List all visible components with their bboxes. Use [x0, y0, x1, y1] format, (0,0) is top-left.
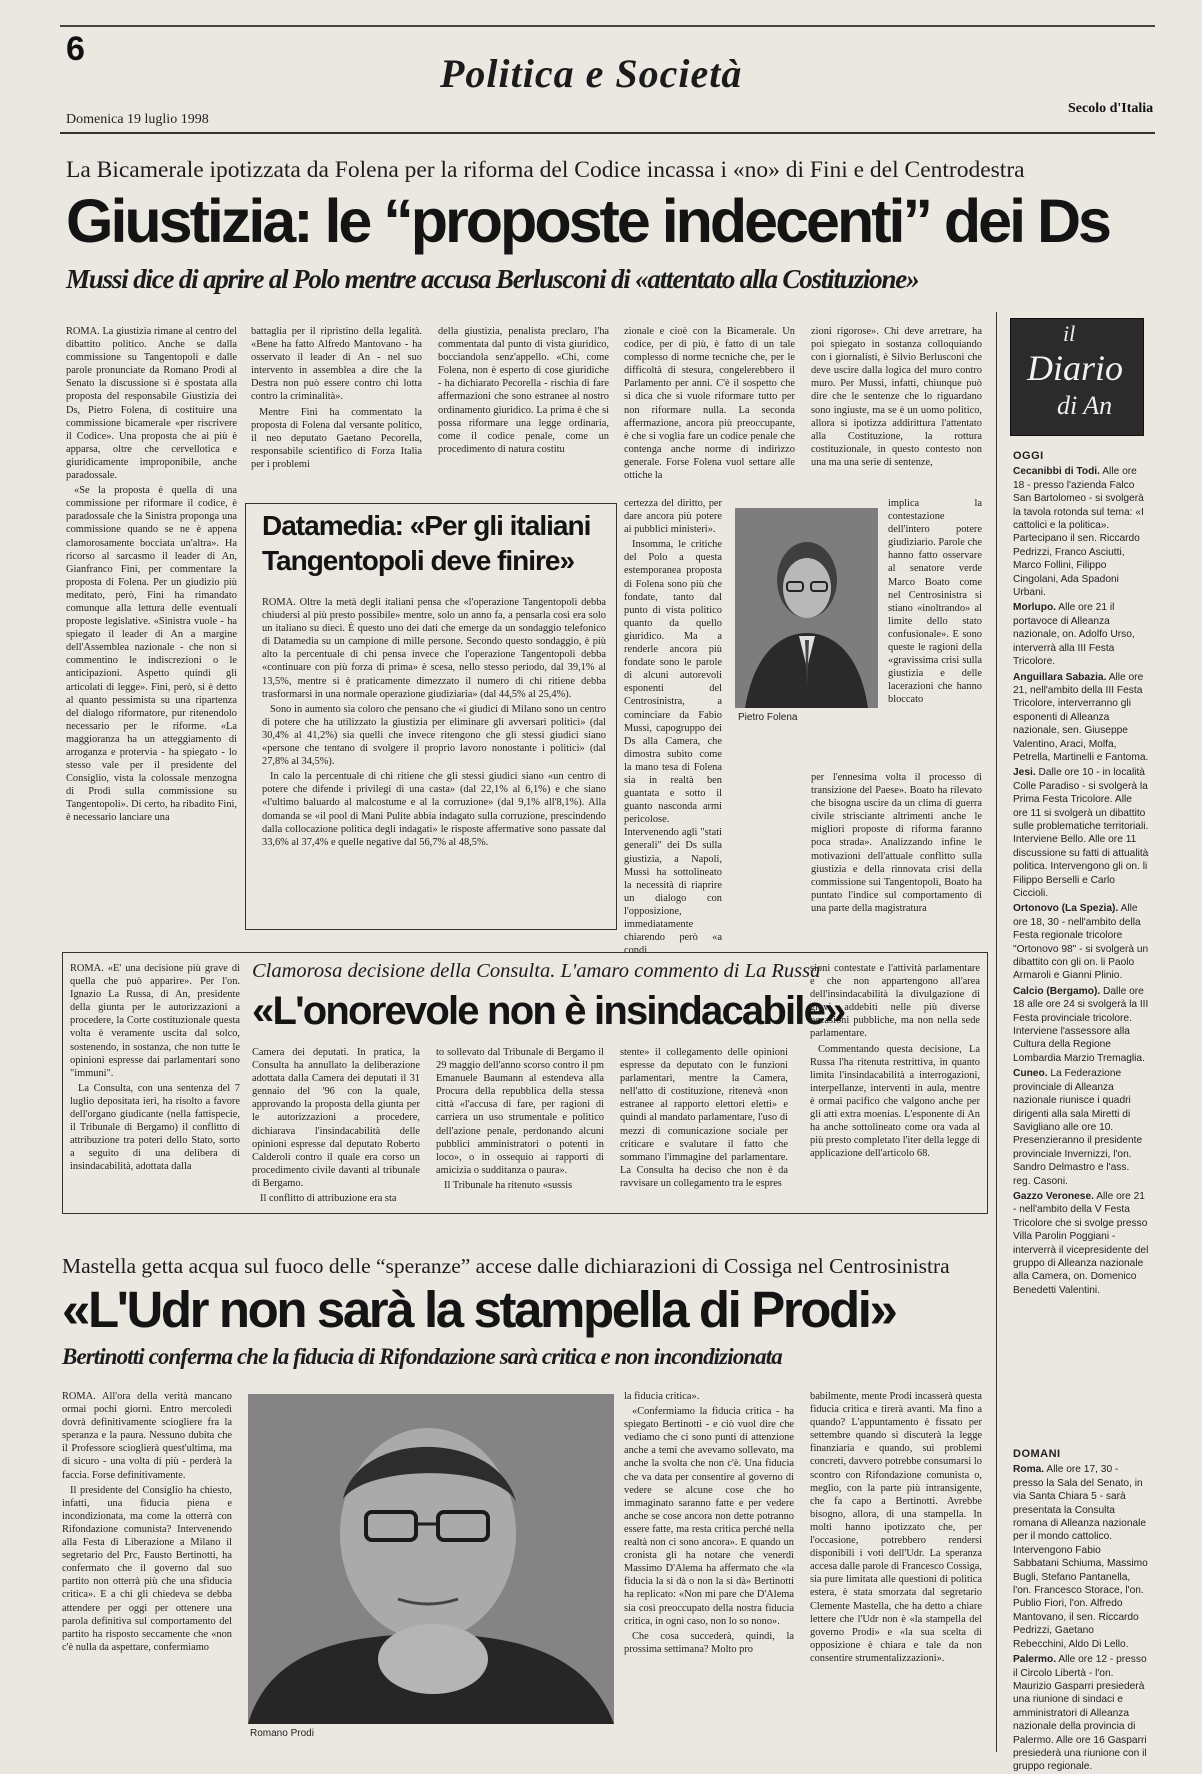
story1-col5-p2: implica la contestazione dell'intero potere giudiziario. Parole che hanno fatto osservare al senatore verde Marco Boato come nel Centrosinistra si stiano «inoltrando» al limite dello stato confusionale». E sono queste le ragioni della «gravissima crisi sulla giustizia e delle lacerazioni che hanno bloccato	[888, 498, 982, 706]
portrait-folena-image	[735, 508, 878, 708]
story3-col4	[620, 1046, 788, 1206]
diary-domani-place: Roma.	[1013, 1464, 1045, 1476]
diary-oggi-item	[1013, 671, 1149, 765]
story4-col1-p2: Il presidente del Consiglio ha chiesto, infatti, una fiducia piena e incondizionata, ma come la otterrà con Rifondazione comunista? Intervenendo alla Festa di Liberazione a Milano il segretario del Prc, Fausto Bertinotti, ha confermato che il governo dal suo partito non otterrà più che una sfiducia critica». E a chi gli chiedeva se debba attendere per oggi per ottenere una parola definitiva sul comportamento del partito ha risposto seccamente che «non c'è nulla da aspettare, confermiamo	[62, 1484, 232, 1653]
diary-oggi-place: Cecanibbi di Todi.	[1013, 466, 1100, 478]
diary-oggi-place: Morlupo.	[1013, 602, 1057, 614]
photo-pietro-folena	[735, 508, 878, 708]
diary-oggi-item	[1013, 902, 1149, 982]
newspaper-name: Secolo d'Italia	[1068, 101, 1154, 116]
diary-domani-heading: DOMANI	[1013, 1448, 1061, 1460]
diary-oggi	[1013, 446, 1149, 1441]
story4-col2	[624, 1390, 794, 1750]
masthead-date: Domenica 19 luglio 1998	[66, 112, 209, 127]
story3-col2-p2: Il conflitto di attribuzione era sta	[260, 1193, 397, 1205]
story1-col2-p1: battaglia per il ripristino della legalità. «Bene ha fatto Alfredo Mantovano - ha osservato il leader di An - nel suo intervento in assemblea a dire che la Destra non può essere contro chi lotta contro la criminalità».	[251, 326, 422, 403]
story2-p3: In calo la percentuale di chi ritiene che gli stessi giudici siano «un centro di potere che difende i privilegi di una casta» (dal 22,1% al 6,1%) e che siano «l'ultimo baluardo al malcostume e al la corruzione» (dal 9,1% all'8,1%). Alla domanda se «il pool di Mani Pulite abbia indagato sulla corruzione, prescindendo dalla collocazione politica degli indagati» le risposte affermative sono passate dal 33,6% al 37,4% e quelle negative dal 56,7% al 48,5%.	[262, 771, 606, 848]
page-number: 6	[66, 30, 85, 68]
diary-oggi-item	[1013, 1190, 1149, 1297]
story4-col1-p1: ROMA. All'ora della verità mancano ormai pochi giorni. Entro mercoledì dovrà definitivamente sciogliere fra la speranza e la paura. Nessuno dubita che il Professore scioglierà quest'ultima, ma di sicuro - una volta di più - perderà la faccia. Forse definitivamente.	[62, 1391, 232, 1481]
diary-oggi-place: Anguillara Sabazia.	[1013, 671, 1107, 683]
story1-col5b	[888, 497, 982, 769]
diary-oggi-text: Alle ore 21, nell'ambito della III Festa Tricolore, interverranno gli esponenti di Alleanza nazionale, sen. Giuseppe Valentino, Araci, Molfa, Petrella, Martinelli e Fantoma.	[1013, 671, 1149, 763]
story3-col3-p1: to sollevato dal Tribunale di Bergamo il 29 maggio dell'anno scorso contro il pm Emanuele Baumann al estendeva alla Procura della repubblica della stessa città «l'accusa di fare, per ragioni di carriera un uso strumentale e politico dell'azione penale, perdonando alcuni pubblici amministratori o potenti in loco», o in ossequio ai rapporti di amicizia o sudditanza o paura».	[436, 1047, 604, 1176]
story1-col4b	[624, 497, 722, 957]
story2-p2: Sono in aumento sia coloro che pensano che «i giudici di Milano sono un centro di potere che ha utilizzato la giustizia per eliminare gli avversari politici» (dal 30,4% al 41,2%) sia quelli che invece ritengono che gli stessi giudici siano «persone che tentano di svolgere il proprio lavoro nonostante i politici» (dal 27,8% al 34,5%).	[262, 703, 606, 768]
story1-headline: Giustizia: le “proposte indecenti” dei Ds	[66, 187, 1109, 255]
diary-domani-text: Alle ore 17, 30 - presso la Sala del Senato, in via Santa Chiara 5 - sarà presentata la Consulta romana di Alleanza nazionale per il mondo cattolico. Intervengono Fabio Sabbatani Schiuma, Massimo Bugli, Stefano Pantanella, l'on. Francesco Storace, l'on. Publio Fiori, l'on. Alfredo Mantovano, il sen. Riccardo Pedrizzi, Gaetano Rebecchini, Aldo Di Lello.	[1013, 1464, 1148, 1650]
story4-subhead: Bertinotti conferma che la fiducia di Rifondazione sarà critica e non incondizionata	[62, 1344, 782, 1369]
story4-col3	[810, 1390, 982, 1750]
story4-col2-p3: Che cosa succederà, quindi, la prossima settimana? Molto pro	[624, 1630, 794, 1655]
story2-headline-line1: Datamedia: «Per gli italiani	[262, 510, 591, 541]
diary-domani-place: Palermo.	[1013, 1654, 1057, 1666]
diary-oggi-item	[1013, 985, 1149, 1065]
diary-oggi-heading: OGGI	[1013, 450, 1044, 462]
diary-domani-item	[1013, 1463, 1149, 1651]
diary-oggi-text: La Federazione provinciale di Alleanza nazionale riunisce i quadri dirigenti alla sala Miretti di Savigliano alle ore 10. Presenzieranno il presidente provinciale Invernizzi, l'on. Sandro Delmastro e l'ass. reg. Casoni.	[1013, 1068, 1143, 1187]
story1-col1-p2: «Se la proposta è quella di una commissione per riformare il codice, è paradossale che la Sinistra proponga una commissione quando se ne è appena clamorosamente bocciata un'altra». Ha ricorso al sarcasmo il leader di An, Gianfranco Fini, per commentare la proposta di Folena. Per un giudizio più meditato, però, Fini ha rimandato comunque alla lettura delle eventuali proposte legislative. «Sinistra vuole - ha spiegato il leader di An a margine dell'Assemblea nazionale - che non si commentino le indiscrezioni o le anticipazioni. Aspetto quindi gli articolati di legge». Fini, però, si è detto al quanto pessimista su una ripartenza del dialogo riformatore, pur ritenendolo necessario per le riforme. «La maggioranza ha un atteggiamento di arroganza e protervia - ha spiegato - lo stesso vale per il presidente del Consiglio, vista la colossale menzogna di Prodi sulla commissione su Tangentopoli». Di certo, ha ribadito Fini, è necessario lanciare una	[66, 485, 237, 824]
story1-col1	[66, 325, 237, 933]
story3-col5-p1: sioni contestate e l'attività parlamentare e che non appartengono all'area dell'insindacabilità la divulgazione di gravi addebiti nelle più diverse occasioni pubbliche, ma non nella sede parlamentare.	[810, 963, 980, 1040]
diary-separator	[996, 312, 997, 1752]
diary-oggi-item	[1013, 601, 1149, 668]
section-title: Politica e Società	[440, 51, 743, 96]
diary-oggi-text: Alle ore 21 - nell'ambito della V Festa Tricolore che si svolge presso Villa Parolin Poggiani - interverrà il vicepresidente del gruppo di Alleanza nazionale alla Camera, on. Domenico Benedetti Valentini.	[1013, 1190, 1149, 1296]
story4-col1	[62, 1390, 232, 1750]
story1-col4-p2: certezza del diritto, per dare ancora più potere ai pubblici ministeri».	[624, 498, 722, 536]
diary-oggi-item	[1013, 465, 1149, 599]
story1-col4a	[624, 325, 795, 495]
story1-col5c	[811, 771, 982, 933]
diary-oggi-place: Jesi.	[1013, 767, 1036, 779]
diary-logo-box	[1010, 318, 1144, 436]
masthead-rule-top	[60, 25, 1155, 27]
diary-oggi-place: Ortonovo (La Spezia).	[1013, 903, 1119, 915]
story1-subhead: Mussi dice di aprire al Polo mentre accusa Berlusconi di «attentato alla Costituzione»	[66, 264, 919, 294]
story1-col2	[251, 325, 422, 495]
story1-col3-p1: della giustizia, penalista preclaro, l'ha commentata dal punto di vista giuridico, bocciandola senz'appello. «Chi, come Folena, non è esperto di cose giuridiche - ha dichiarato Pecorella - rischia di fare affermazioni che sono estranee al nostro ordinamento giuridico. La prima è che si possa riformare una legge ordinaria, come il codice penale, come un procedimento di natura costitu	[438, 326, 609, 455]
diary-oggi-text: Alle ore 18 - presso l'azienda Falco San Bartolomeo - si svolgerà la tavola rotonda sul tema: «I cattolici e la politica». Partecipano il sen. Riccardo Pedrizzi, Franco Asciutti, Marco Follini, Filippo Cingolani, Ada Spadoni Urbani.	[1013, 466, 1144, 599]
story3-col5-p2: Commentando questa decisione, La Russa l'ha ritenuta restrittiva, in quanto limita l'insindacabilità a interrogazioni, interpellanze, interventi in aula, mentre è ormai pacifico che valgono anche per gli atti extra moenias. L'esponente di An ha anche sottolineato come ora vada al più presto completato l'iter della legge di applicazione dell'articolo 68.	[810, 1043, 980, 1160]
diary-title-main: Diario	[1027, 348, 1124, 388]
diary-oggi-place: Calcio (Bergamo).	[1013, 985, 1101, 997]
diary-domani	[1013, 1444, 1149, 1773]
diary-oggi-item	[1013, 1067, 1149, 1188]
story2-body	[262, 596, 606, 922]
story4-col2-p2: «Confermiamo la fiducia critica - ha spiegato Bertinotti - e ciò vuol dire che vediamo che ci sono punti di attenzione anche a temi che avevamo sollevato, ma anche la svolta che non c'è. Una fiducia che va data per consentire al governo di vedere se alcune cose che ho immaginato saranno fatte e per vedere anche se cose ancora non dette potranno essere fatte, ma resta critica perché nella realtà non ci sono ancora». E quando un cronista gli ha notare che venerdì Massimo D'Alema ha affermato che «la fiducia la si dà o non la si dà» Bertinotti ha replicato: «Non mi pare che D'Alema sia così preoccupato della nostra fiducia critica, in ogni caso, non lo so nono».	[624, 1406, 794, 1627]
diary-oggi-item	[1013, 766, 1149, 900]
story3-col4-p1: stente» il collegamento delle opinioni espresse da deputato con le funzioni parlamentari, mentre la Camera, nell'atto di costituzione, ritenevà «non estranee al rapporto elettori eletti» e quindi al mandato parlamentare, l'uso di mezzi di comunicazione sociale per criticare e svalutare il fatto che sommano l'immagine del parlamentare. La Consulta ha deciso che non è da ravvisare un collegamento tra le espres	[620, 1047, 788, 1189]
story1-col5-p3: per l'ennesima volta il processo di transizione del Paese». Boato ha rilevato che bisogna uscire da un clima di guerra civile strisciante altrimenti anche le migliori proposte di riforma faranno poca strada». Analizzando infine le motivazioni dell'attuale conflitto sulla giustizia e della rinnovata crisi della commissione sui Tangentopoli, Boato ha puntato l'indice sul comportamento di una parte della magistratura	[811, 772, 982, 914]
diary-oggi-place: Cuneo.	[1013, 1068, 1048, 1080]
story4-headline: «L'Udr non sarà la stampella di Prodi»	[62, 1281, 896, 1338]
story3-col1-p1: ROMA. «E' una decisione più grave di quella che può apparire». Per l'on. Ignazio La Russa, di An, presidente della giunta per le autorizzazioni a procedere, la Corte costituzionale questa volta è veramente uscita dal solco, sostenendo, in sostanza, che non tutte le opinioni espresse dai parlamentari sono "immuni".	[70, 963, 240, 1079]
story1-col5-p1: zioni rigorose». Chi deve arretrare, ha poi spiegato in sostanza colloquiando con i giornalisti, è Silvio Berlusconi che deve uscire dalla logica del muro contro muro. Per Mussi, infatti, chiunque può dire che le sentenze che lo riguardano sono ingiuste, ma se è un uomo politico, allora si ipotizza addirittura l'attentato alla Costituzione, la rottura costituzionale, in questo contesto non una ma una serie di sentenze,	[811, 326, 982, 468]
diary-oggi-text: Alle ore 18, 30 - nell'ambito della Festa regionale tricolore "Ortonovo 98" - si svolgerà un dibattito con gli on. li Paolo Armaroli e Gianni Plinio.	[1013, 903, 1149, 982]
masthead-rule	[60, 132, 1155, 134]
story3-col5	[810, 962, 980, 1206]
story3-kicker: Clamorosa decisione della Consulta. L'amaro commento di La Russa	[252, 960, 821, 982]
caption-pietro-folena: Pietro Folena	[738, 712, 798, 723]
story4-col2-p1: la fiducia critica».	[624, 1391, 700, 1402]
story3-col3	[436, 1046, 604, 1206]
story4-col3-p1: babilmente, mente Prodi incasserà questa fiducia critica e tirerà avanti. Ma fino a quando? L'appuntamento è fissato per settembre quando si discuterà la legge finanziaria e quando, sui problemi concreti, davvero potrebbe consumarsi lo scontro con Rifondazione comunista o, meglio, con la parte più intransigente, che fa capo a Bertinotti. Avrebbe bisogno, allora, di una stampella. In molti hanno ipotizzato che, per l'occasione, potrebbero rendersi disponibili i voti dell'Udr. La speranza accesa dalle parole di Francesco Cossiga, sia pure limitata alle questioni di politica estera, è stata smorzata dal segretario Clemente Mastella, che ha detto a chiare lettere che l'Udr non è «la stampella del governo Prodi» e «la sua scelta di opposizione è chiara e tale da non consentire strumentalizzazioni».	[810, 1391, 982, 1664]
story1-kicker: La Bicamerale ipotizzata da Folena per la riforma del Codice incassa i «no» di Fini e del Centrodestra	[66, 157, 1025, 183]
story4-kicker: Mastella getta acqua sul fuoco delle “speranze” accese dalle dichiarazioni di Cossiga nel Centrosinistra	[62, 1254, 950, 1278]
story1-col2-p2: Mentre Fini ha commentato la proposta di Folena dal versante politico, il neo deputato Gaetano Pecorella, responsabile scientifico di Forza Italia per i problemi	[251, 406, 422, 470]
diary-domani-text: Alle ore 12 - presso il Circolo Libertà - l'on. Maurizio Gasparri presiederà una riunione di sindaci e amministratori di Alleanza nazionale della provincia di Palermo. Alle ore 16 Gasparri presiederà una riunione con il gruppo regionale.	[1013, 1654, 1147, 1773]
story2-headline-line2: Tangentopoli deve finire»	[262, 545, 575, 576]
story1-col4-p1: zionale e cioè con la Bicamerale. Un codice, per di più, è fatto di un tale complesso di norme tecniche che, per le difficoltà di stesura, congelerebbero il Parlamento per anni. C'è il sospetto che si dica che si vuole riformare tutto per non riformare nulla. La seconda affermazione, ancora più preoccupante, è che si voglia fare un codice penale che contenga anche norme di indirizzo generale. Forse Folena vuol settare alle ottiche la	[624, 326, 795, 482]
story1-col3	[438, 325, 609, 495]
story3-col2	[252, 1046, 420, 1206]
caption-romano-prodi: Romano Prodi	[250, 1728, 314, 1739]
story3-col1-p2: La Consulta, con una sentenza del 7 luglio depositata ieri, ha risolto a favore dell'organo giudicante (nella fattispecie, il Tribunale di Bergamo) il conflitto di attribuzione tra poteri dello Stato, sorto a seguito di una delibera di insindacabilità, adottata dalla	[70, 1082, 240, 1173]
story3-col1	[70, 962, 240, 1206]
diary-title-small: il	[1063, 321, 1076, 346]
photo-romano-prodi	[248, 1394, 614, 1724]
diary-oggi-text: Dalle ore 10 - in località Colle Paradiso - si svolgerà la Prima Festa Tricolore. Alle ore 11 si svolgerà un dibattito sulle problematiche territoriali. Interviene Bello. Alle ore 11 discussione su fatti di attualità politica. Intervengono gli on. li Filippo Berselli e Carlo Ciccioli.	[1013, 767, 1149, 899]
diary-oggi-text: Alle ore 21 il portavoce di Alleanza nazionale, on. Adolfo Urso, interverrà alla III Festa Tricolore.	[1013, 602, 1135, 668]
story1-col5a	[811, 325, 982, 495]
story3-col2-p1: Camera dei deputati. In pratica, la Consulta ha annullato la deliberazione adottata dalla Camera dei deputati il 31 gennaio del '96 con la quale, approvando la proposta della giunta per le autorizzazioni a procedere, dichiarava l'insindacabilità delle opinioni espresse dal deputato Roberto Calderoli contro il quale era corso un procedimento civile davanti al tribunale di Bergamo.	[252, 1047, 420, 1189]
diary-oggi-text: Dalle ore 18 alle ore 24 si svolgerà la III Festa provinciale tricolore. Interviene l'assessore alla Cultura della Regione Lombardia Marzio Tremaglia.	[1013, 985, 1149, 1064]
story3-col3-p2: Il Tribunale ha ritenuto «sussis	[444, 1179, 573, 1191]
story1-col1-p1: ROMA. La giustizia rimane al centro del dibattito politico. Anche se dalla commissione su Tangentopoli e dalle parole pronunciate da Romano Prodi al Senato la discussione si è spostata alla proposta del responsabile Giustizia dei Ds, Pietro Folena, di costituire una commissione bicamerale «per riscrivere il Codice». Una proposta che ai più è apparsa, oltre che cervellotica e giuridicamente improponibile, anche paradossale.	[66, 326, 237, 482]
story3-headline: «L'onorevole non è insindacabile»	[252, 989, 845, 1033]
story1-col4-p3: Insomma, le critiche del Polo a questa estemporanea proposta di Folena sono più che fondate, tanto dal punto di vista politico quanto da quello giuridico. Ma a renderle ancora più fondate sono le parole di alcuni autorevoli esponenti del Centrosinistra, a cominciare da Fabio Mussi, capogruppo dei Ds alla Camera, che dimostra subito come la mano tesa di Folena sia in realtà ben guantata e sotto il guanto nasconda armi pericolose. Intervenendo agli "stati generali" dei Ds sulla giustizia, a Napoli, Mussi ha sottolineato la necessità di riaprire un dialogo con l'opposizione, immediatamente chiarendo però «a condi	[624, 539, 722, 957]
diary-domani-item	[1013, 1653, 1149, 1774]
portrait-prodi-image	[248, 1394, 614, 1724]
story2-p1: ROMA. Oltre la metà degli italiani pensa che «l'operazione Tangentopoli debba chiudersi al più presto possibile» mentre, solo un anno fa, a pensarla così era solo un italiano su dieci. È questo uno dei dati che emerge da un sondaggio telefonico di Datamedia su un campione di mille persone. Secondo questo sondaggio, è più alto la percentuale di chi pensa invece che l'operazione Tangentopoli debba «continuare con più forza di prima» è scesa, nello stesso periodo, dal 39,1% al 13,5%, mentre si è praticamente dimezzato il numero di chi ritiene debba trasformarsi in una normale operazione giudiziaria» (dal 44,5% al 25,4%).	[262, 597, 606, 700]
diary-title-sub: di An	[1057, 391, 1113, 420]
diary-oggi-place: Gazzo Veronese.	[1013, 1190, 1094, 1202]
